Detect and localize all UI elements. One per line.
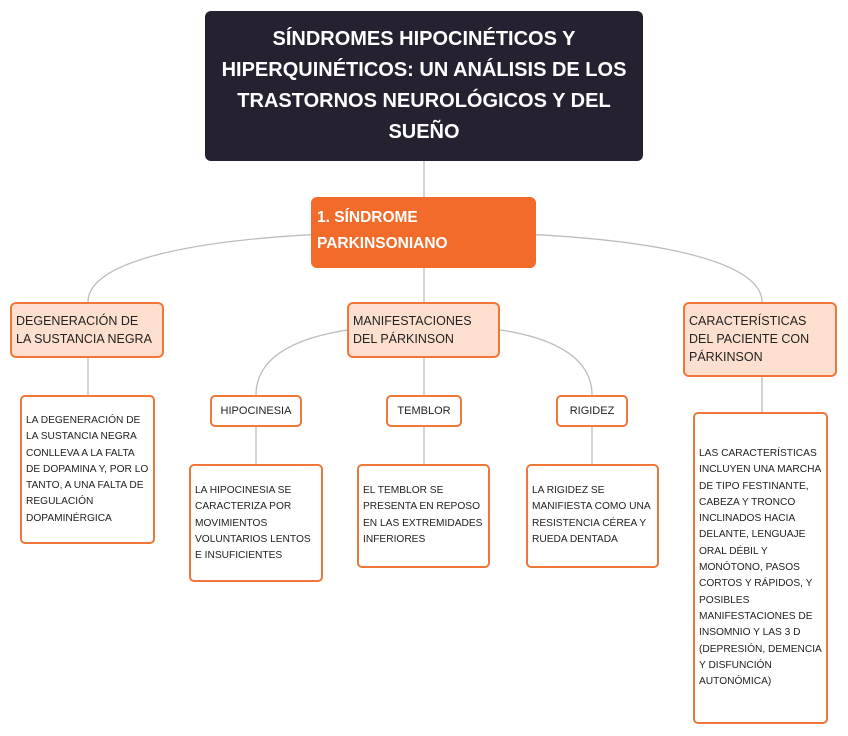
main-topic-text: 1. SÍNDROME PARKINSONIANO (317, 209, 448, 252)
topic-caracteristicas[interactable] (683, 302, 837, 377)
topic-caracteristicas-text: CARACTERÍSTICAS DEL PACIENTE CON PÁRKINSON (689, 314, 810, 364)
subtopic-temblor-text: TEMBLOR (397, 405, 451, 417)
detail-caracteristicas[interactable] (693, 412, 828, 724)
detail-rigidez-text: LA RIGIDEZ SE MANIFIESTA COMO UNA RESISTENCIA CÉREA Y RUEDA DENTADA (532, 485, 651, 545)
subtopic-hipocinesia[interactable] (210, 395, 302, 427)
main-topic-node[interactable] (311, 197, 536, 268)
root-title-text: SÍNDROMES HIPOCINÉTICOS Y HIPERQUINÉTICOS: UN ANÁLISIS DE LOS TRASTORNOS NEUROLÓGICOS Y DEL SUEÑO (221, 28, 627, 143)
topic-degeneracion-text: DEGENERACIÓN DE LA SUSTANCIA NEGRA (16, 314, 152, 346)
subtopic-rigidez[interactable] (556, 395, 628, 427)
detail-temblor-text: EL TEMBLOR SE PRESENTA EN REPOSO EN LAS EXTREMIDADES INFERIORES (363, 485, 483, 545)
detail-caracteristicas-text: LAS CARACTERÍSTICAS INCLUYEN UNA MARCHA DE TIPO FESTINANTE, CABEZA Y TRONCO INCLINADOS HACIA DELANTE, LENGUAJE ORAL DÉBIL Y MONÓTONO, PASOS CORTOS Y RÁPIDOS, Y POSIBLES MANIFESTACIONES DE INSOMNIO Y LAS 3 D (DEPRESIÓN, DEMENCIA Y DISFUNCIÓN AUTONÓMICA) (699, 448, 822, 688)
detail-degeneracion[interactable] (20, 395, 155, 544)
detail-hipocinesia[interactable] (189, 464, 323, 582)
subtopic-rigidez-text: RIGIDEZ (569, 405, 615, 417)
topic-degeneracion[interactable] (10, 302, 164, 358)
subtopic-hipocinesia-text: HIPOCINESIA (220, 405, 292, 417)
topic-manifestaciones-text: MANIFESTACIONES DEL PÁRKINSON (353, 314, 472, 346)
subtopic-temblor[interactable] (386, 395, 462, 427)
detail-rigidez[interactable] (526, 464, 659, 568)
detail-temblor[interactable] (357, 464, 490, 568)
root-title-node[interactable] (205, 11, 643, 161)
topic-manifestaciones[interactable] (347, 302, 500, 358)
detail-hipocinesia-text: LA HIPOCINESIA SE CARACTERIZA POR MOVIMIENTOS VOLUNTARIOS LENTOS E INSUFICIENTES (195, 485, 311, 562)
detail-degeneracion-text: LA DEGENERACIÓN DE LA SUSTANCIA NEGRA CONLLEVA A LA FALTA DE DOPAMINA Y, POR LO TANTO, A UNA FALTA DE REGULACIÓN DOPAMINÉRGICA (26, 415, 149, 524)
